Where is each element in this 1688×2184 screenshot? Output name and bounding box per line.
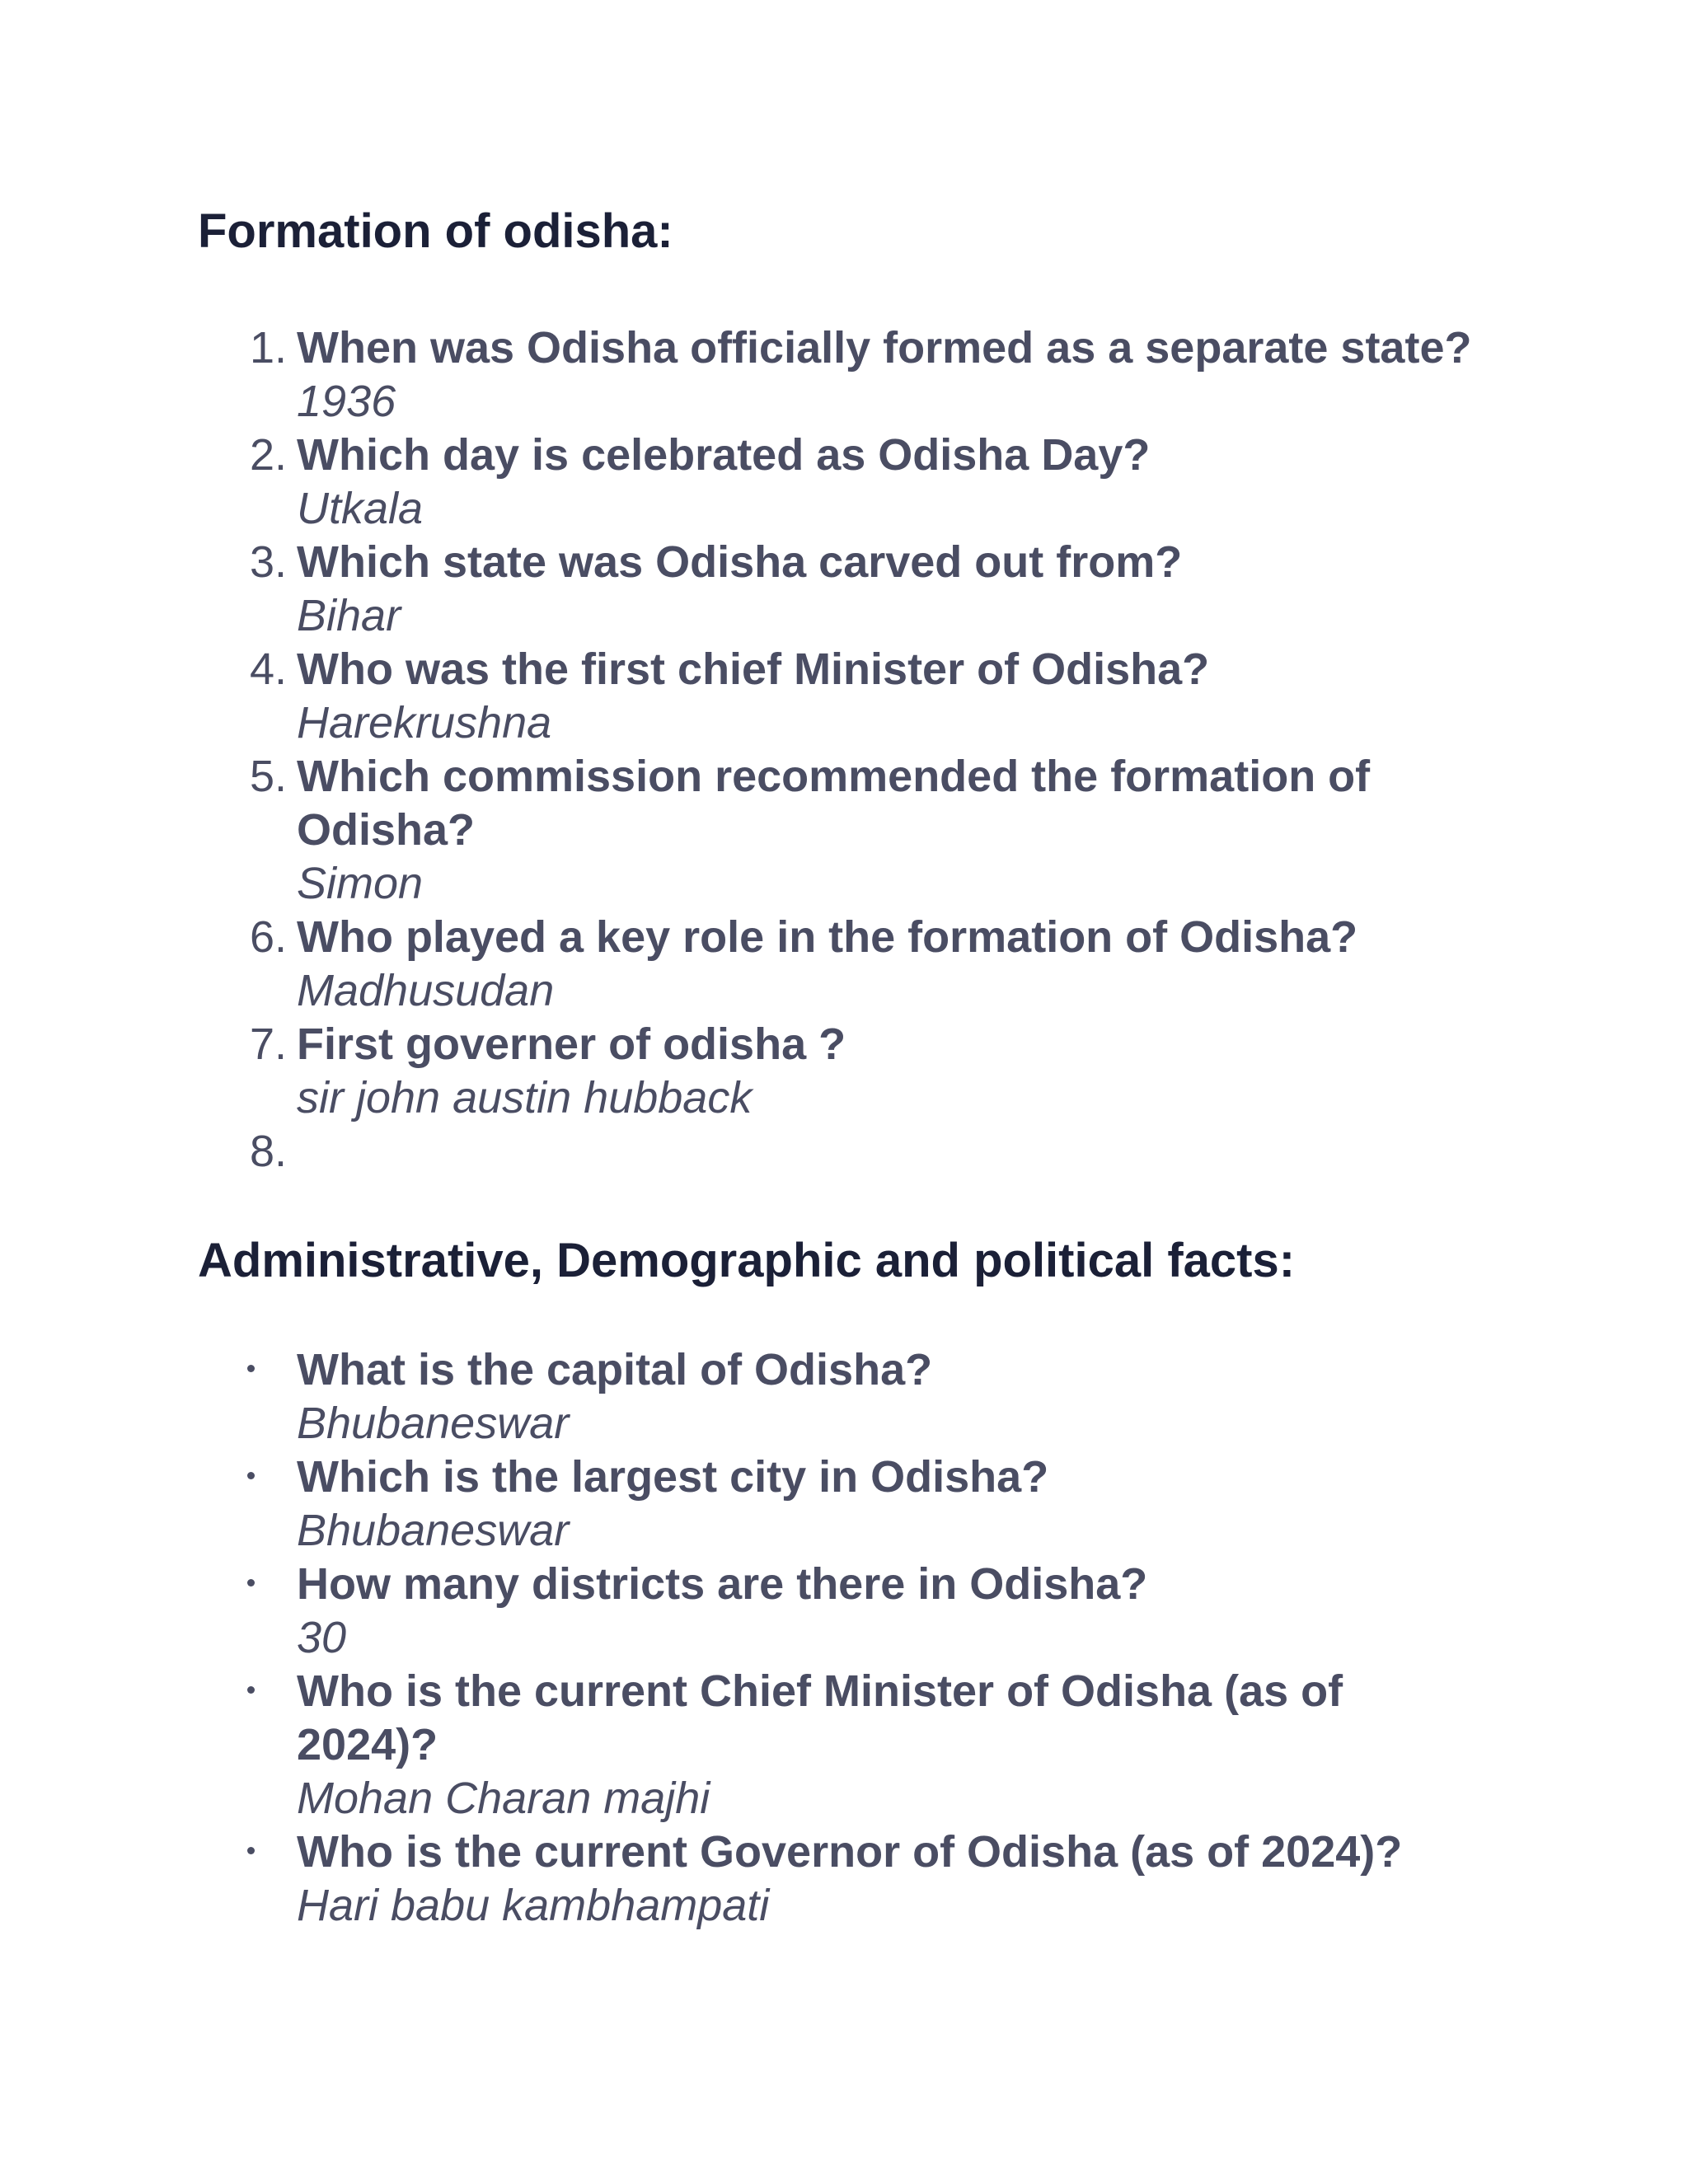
bullet-icon bbox=[247, 1365, 255, 1372]
answer-text: Harekrushna bbox=[297, 698, 552, 748]
question-text: When was Odisha officially formed as a separate state? bbox=[297, 323, 1472, 373]
section-heading-formation: Formation of odisha: bbox=[198, 204, 673, 258]
list-number: 3. bbox=[249, 537, 287, 587]
answer-text: Bihar bbox=[297, 591, 401, 640]
question-text: Which day is celebrated as Odisha Day? bbox=[297, 430, 1151, 480]
list-item bbox=[0, 750, 1492, 911]
question-text: First governer of odisha ? bbox=[297, 1019, 846, 1069]
section-heading-administrative: Administrative, Demographic and political facts: bbox=[198, 1234, 1296, 1287]
empty-line bbox=[297, 1125, 1492, 1179]
list-item bbox=[0, 1018, 1492, 1125]
list-item bbox=[0, 1825, 1492, 1933]
answer-text: 30 bbox=[297, 1613, 347, 1662]
bullet-icon bbox=[247, 1472, 255, 1479]
bullet-icon bbox=[247, 1579, 255, 1586]
answer-text: Madhusudan bbox=[297, 966, 555, 1015]
list-item bbox=[0, 321, 1492, 429]
list-number: 6. bbox=[249, 912, 287, 962]
list-item bbox=[0, 1665, 1492, 1825]
question-text: How many districts are there in Odisha? bbox=[297, 1559, 1148, 1609]
question-text: What is the capital of Odisha? bbox=[297, 1345, 933, 1394]
answer-text: Mohan Charan majhi bbox=[297, 1774, 710, 1823]
list-number: 5. bbox=[249, 752, 287, 801]
list-item bbox=[0, 536, 1492, 643]
list-number: 1. bbox=[249, 323, 287, 373]
question-text: Which commission recommended the formation of Odisha? bbox=[297, 752, 1371, 855]
answer-text: 1936 bbox=[297, 377, 396, 426]
list-item bbox=[0, 1558, 1492, 1665]
numbered-question-list bbox=[0, 321, 1688, 1179]
answer-text: sir john austin hubback bbox=[297, 1073, 753, 1122]
question-text: Who was the first chief Minister of Odisha? bbox=[297, 644, 1210, 694]
question-text: Which is the largest city in Odisha? bbox=[297, 1452, 1049, 1502]
list-item-empty bbox=[0, 1125, 1492, 1179]
answer-text: Bhubaneswar bbox=[297, 1506, 570, 1555]
list-number: 8. bbox=[249, 1127, 287, 1176]
bullet-icon bbox=[247, 1686, 255, 1694]
question-text: Who is the current Chief Minister of Odisha (as of 2024)? bbox=[297, 1666, 1343, 1769]
list-number: 2. bbox=[249, 430, 287, 480]
list-number: 4. bbox=[249, 644, 287, 694]
bulleted-question-list bbox=[0, 1343, 1688, 1933]
question-text: Who played a key role in the formation of Odisha? bbox=[297, 912, 1358, 962]
answer-text: Bhubaneswar bbox=[297, 1399, 570, 1448]
list-number: 7. bbox=[249, 1019, 287, 1069]
answer-text: Hari babu kambhampati bbox=[297, 1881, 770, 1930]
answer-text: Utkala bbox=[297, 484, 424, 533]
answer-text: Simon bbox=[297, 859, 424, 908]
list-item bbox=[0, 429, 1492, 536]
list-item bbox=[0, 643, 1492, 750]
list-item bbox=[0, 911, 1492, 1018]
list-item bbox=[0, 1343, 1492, 1451]
bullet-icon bbox=[247, 1847, 255, 1854]
question-text: Who is the current Governor of Odisha (as of 2024)? bbox=[297, 1827, 1403, 1877]
list-item bbox=[0, 1451, 1492, 1558]
question-text: Which state was Odisha carved out from? bbox=[297, 537, 1183, 587]
